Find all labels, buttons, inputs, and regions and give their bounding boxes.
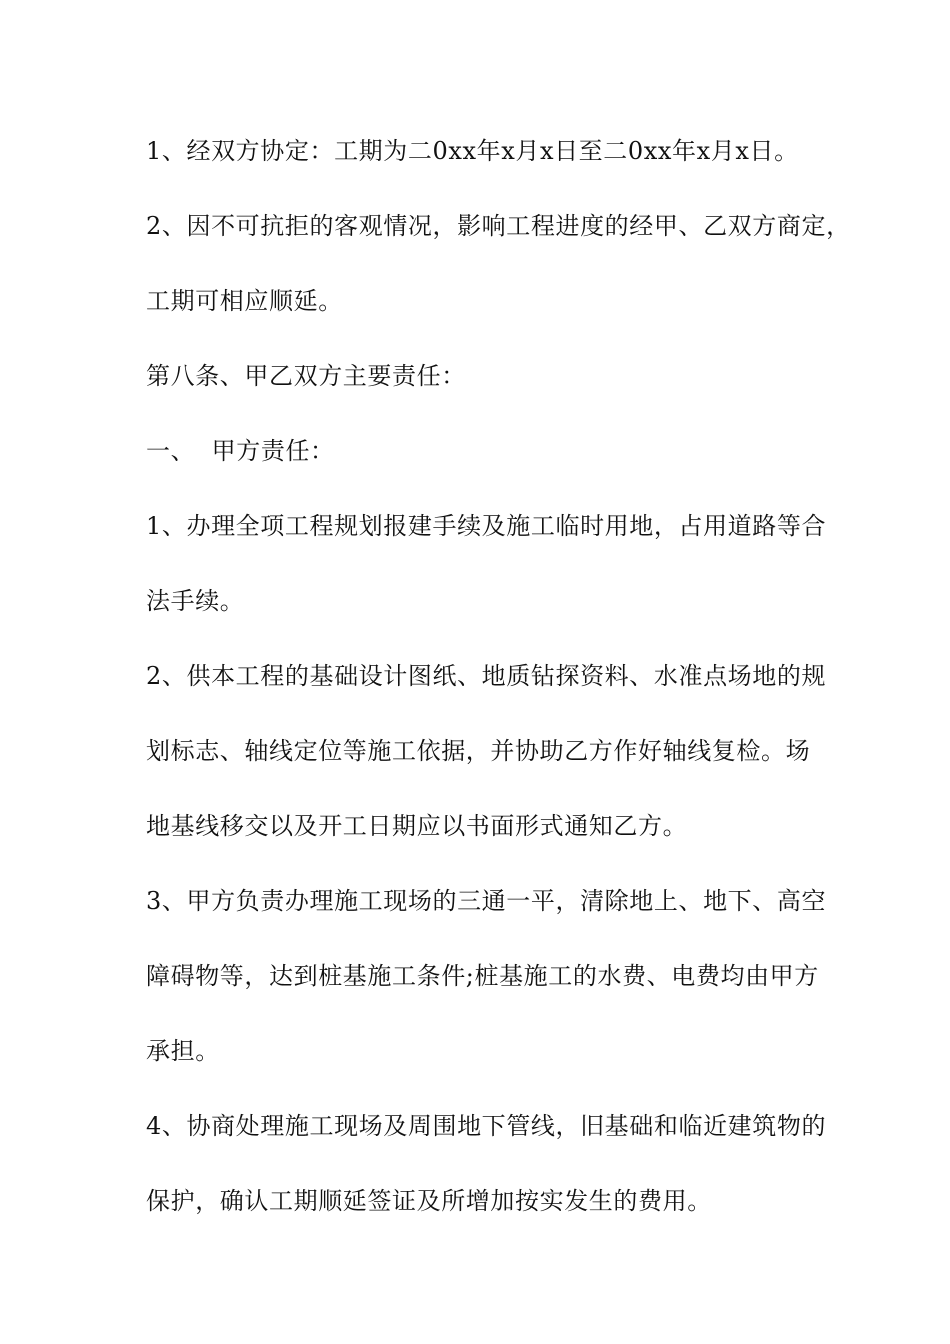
text-line-7: 法手续。: [146, 587, 245, 615]
text-line-2: 2、因不可抗拒的客观情况，影响工程进度的经甲、乙双方商定，: [146, 212, 851, 240]
text-line-11: 3、甲方负责办理施工现场的三通一平，清除地上、地下、高空: [146, 887, 827, 915]
text-line-13: 承担。: [146, 1037, 220, 1065]
text-line-6: 1、办理全项工程规划报建手续及施工临时用地，占用道路等合: [146, 512, 827, 540]
text-line-8: 2、供本工程的基础设计图纸、地质钻探资料、水准点场地的规: [146, 662, 827, 690]
subsection-heading: 一、 甲方责任：: [146, 437, 335, 465]
text-line-14: 4、协商处理施工现场及周围地下管线，旧基础和临近建筑物的: [146, 1112, 827, 1140]
text-line-10: 地基线移交以及开工日期应以书面形式通知乙方。: [146, 812, 688, 840]
section-heading: 第八条、甲乙双方主要责任：: [146, 362, 466, 390]
text-line-1: 1、经双方协定：工期为二0xx年x月x日至二0xx年x月x日。: [146, 137, 799, 165]
text-line-9: 划标志、轴线定位等施工依据，并协助乙方作好轴线复检。场: [146, 737, 811, 765]
text-line-3: 工期可相应顺延。: [146, 287, 343, 315]
text-line-12: 障碍物等，达到桩基施工条件;桩基施工的水费、电费均由甲方: [146, 962, 819, 990]
text-line-15: 保护，确认工期顺延签证及所增加按实发生的费用。: [146, 1187, 712, 1215]
